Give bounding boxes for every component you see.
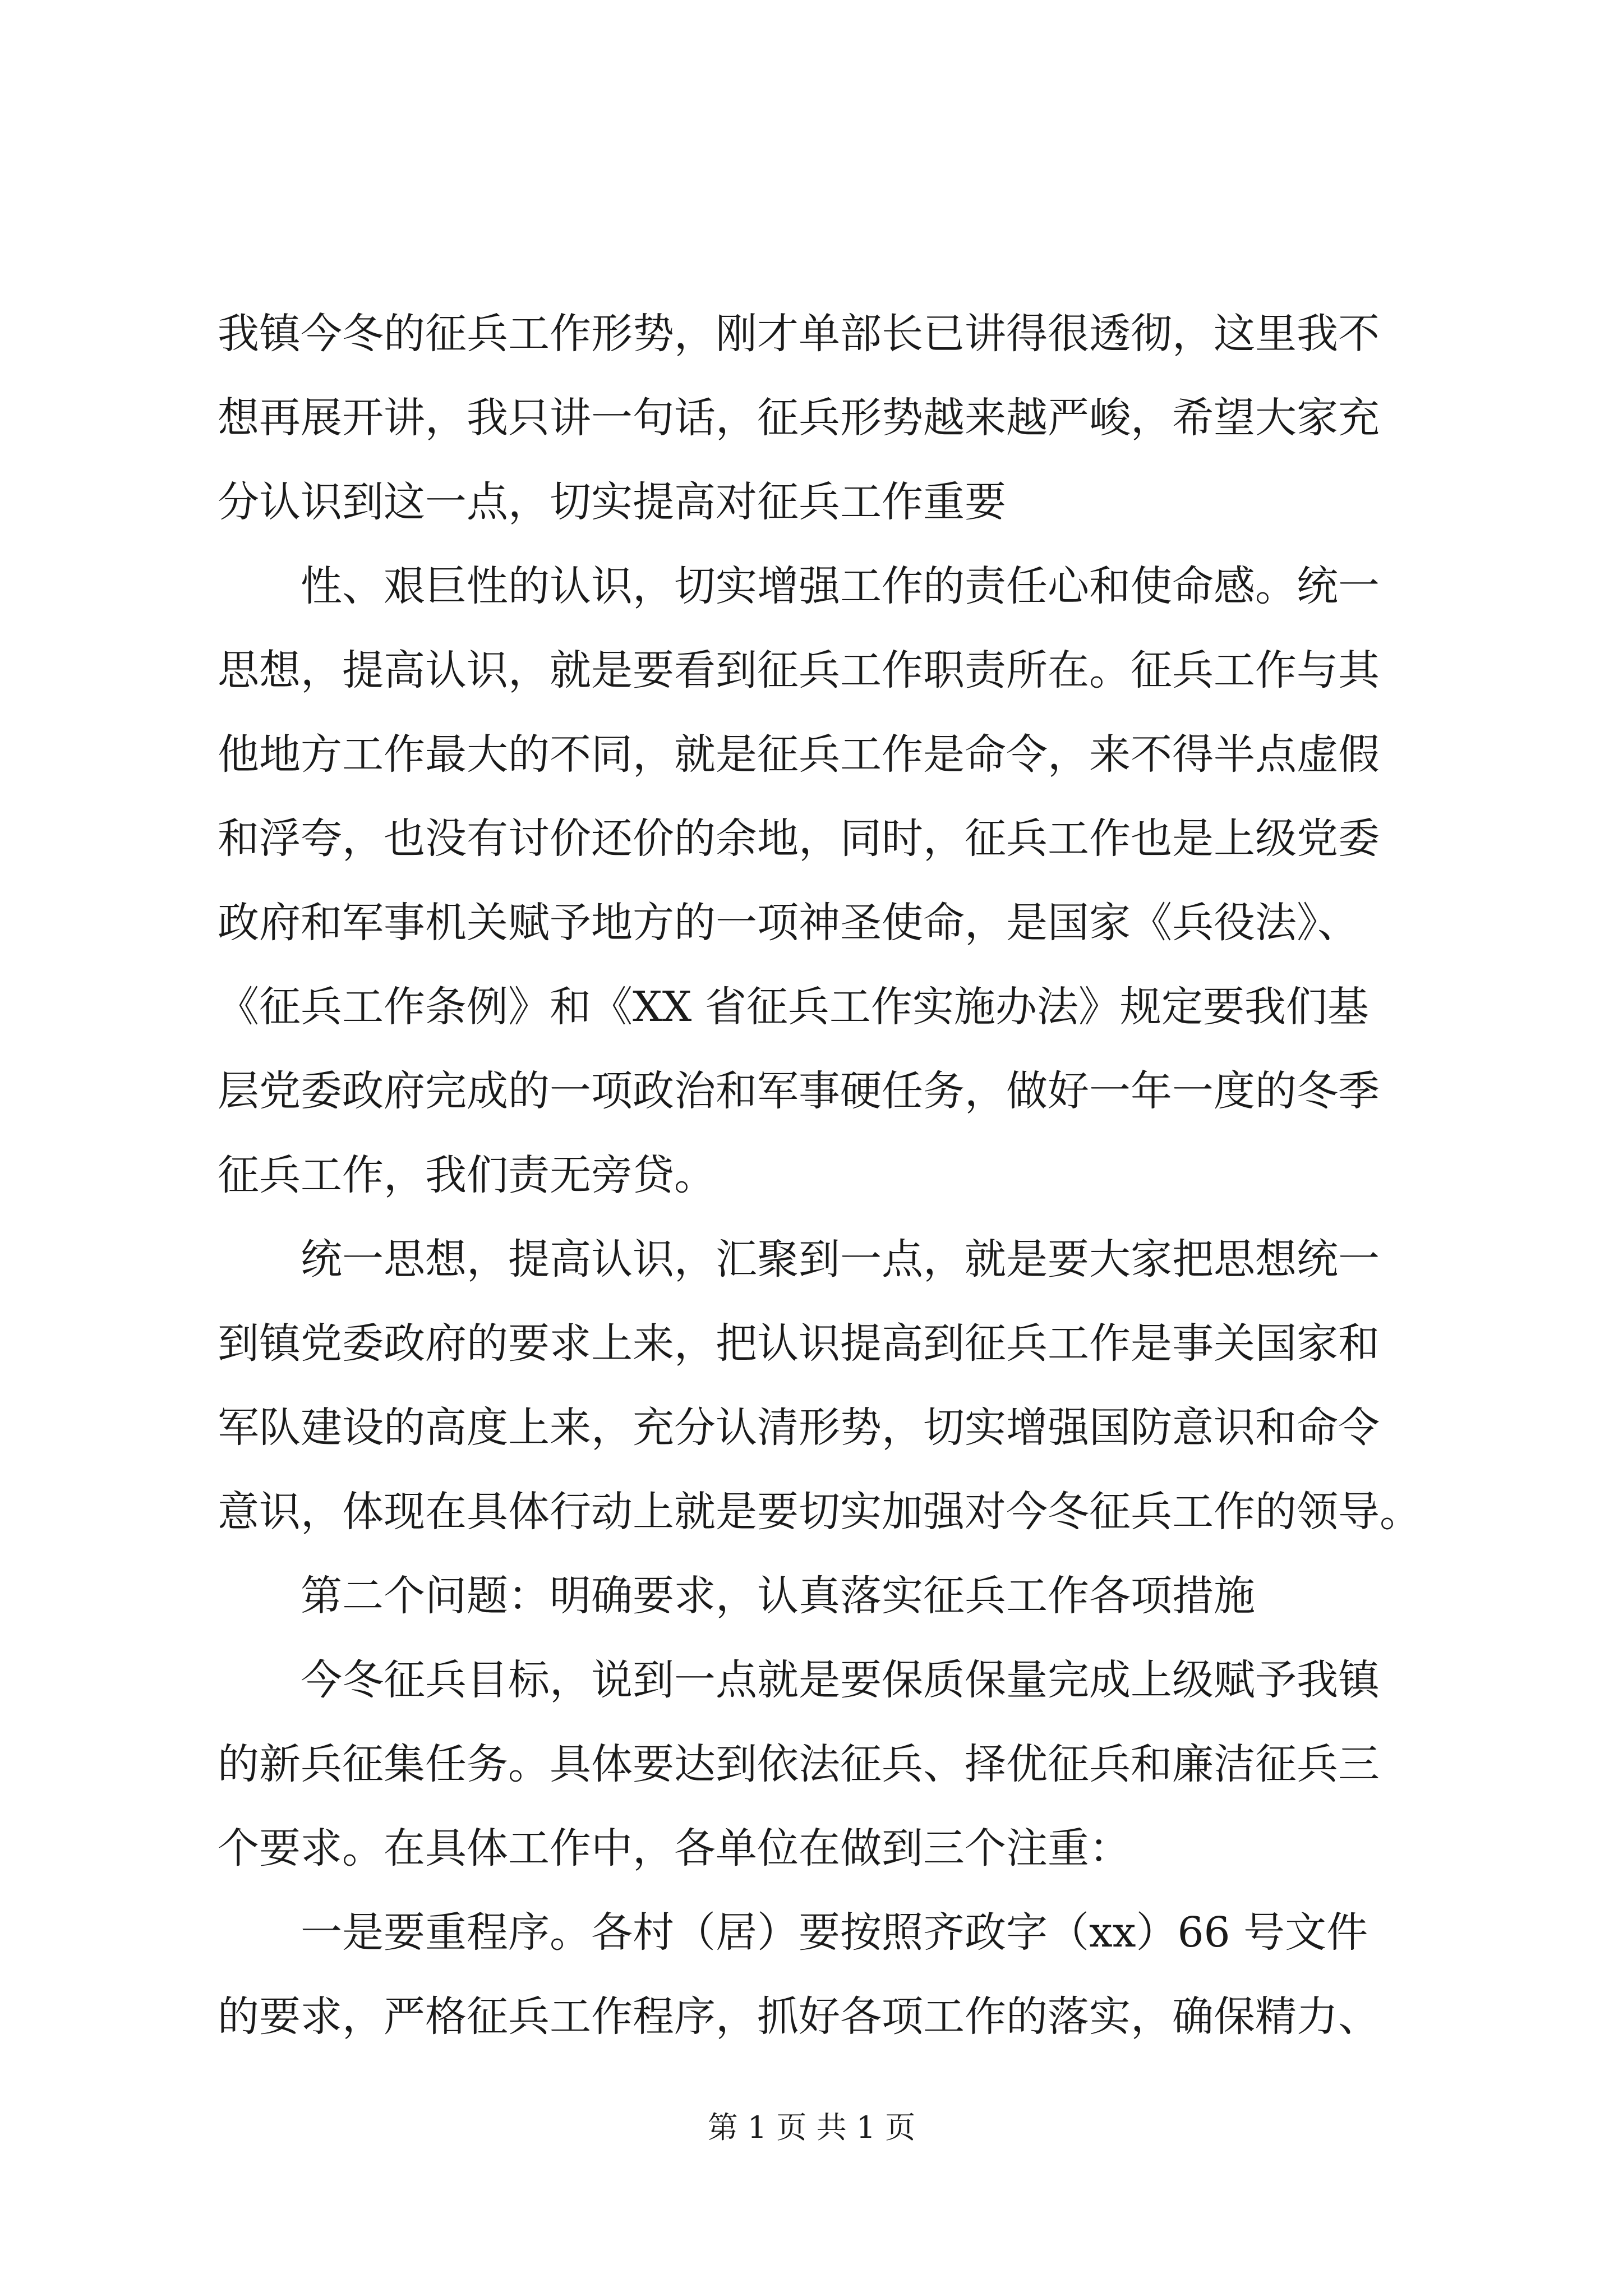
paragraph-5 bbox=[218, 1638, 1418, 1890]
paragraph-6 bbox=[218, 1890, 1418, 2059]
paragraph-2 bbox=[218, 544, 1418, 1217]
text-line: 第二个问题：明确要求，认真落实征兵工作各项措施 bbox=[218, 1572, 1255, 1620]
text-line: 个要求。在具体工作中，各单位在做到三个注重： bbox=[218, 1824, 1131, 1872]
text-line: 征兵工作，我们责无旁贷。 bbox=[218, 1151, 716, 1199]
text-line: 和浮夸，也没有讨价还价的余地，同时，征兵工作也是上级党委 bbox=[218, 815, 1380, 863]
text-line: 分认识到这一点，切实提高对征兵工作重要 bbox=[218, 478, 1006, 526]
text-line: 今冬征兵目标，说到一点就是要保质保量完成上级赋予我镇 bbox=[218, 1656, 1380, 1704]
page-number-footer: 第 1 页 共 1 页 bbox=[707, 2110, 916, 2145]
text-line: 他地方工作最大的不同，就是征兵工作是命令，来不得半点虚假 bbox=[218, 730, 1380, 779]
text-line: 想再展开讲，我只讲一句话，征兵形势越来越严峻，希望大家充 bbox=[218, 394, 1380, 442]
text-line: 到镇党委政府的要求上来，把认识提高到征兵工作是事关国家和 bbox=[218, 1319, 1380, 1368]
text-line: 的新兵征集任务。具体要达到依法征兵、择优征兵和廉洁征兵三 bbox=[218, 1740, 1380, 1788]
paragraph-1 bbox=[218, 292, 1418, 544]
text-line: 层党委政府完成的一项政治和军事硬任务，做好一年一度的冬季 bbox=[218, 1067, 1380, 1115]
text-line: 意识，体现在具体行动上就是要切实加强对今冬征兵工作的领导。 bbox=[218, 1488, 1421, 1536]
text-line: 军队建设的高度上来，充分认清形势，切实增强国防意识和命令 bbox=[218, 1404, 1380, 1452]
text-line: 性、艰巨性的认识，切实增强工作的责任心和使命感。统一 bbox=[218, 562, 1380, 610]
text-line: 的要求，严格征兵工作程序，抓好各项工作的落实，确保精力、 bbox=[218, 1993, 1380, 2041]
text-line: 一是要重程序。各村（居）要按照齐政字（xx）66 号文件 bbox=[218, 1908, 1368, 1957]
section-heading bbox=[218, 1554, 1418, 1638]
text-line: 《征兵工作条例》和《XX 省征兵工作实施办法》规定要我们基 bbox=[218, 983, 1369, 1031]
paragraph-3 bbox=[218, 1217, 1421, 1554]
text-line: 统一思想，提高认识，汇聚到一点，就是要大家把思想统一 bbox=[218, 1235, 1380, 1283]
text-line: 思想，提高认识，就是要看到征兵工作职责所在。征兵工作与其 bbox=[218, 646, 1380, 694]
text-line: 政府和军事机关赋予地方的一项神圣使命，是国家《兵役法》、 bbox=[218, 899, 1359, 947]
document-body bbox=[218, 292, 1421, 2059]
text-line: 我镇今冬的征兵工作形势，刚才单部长已讲得很透彻，这里我不 bbox=[218, 310, 1380, 358]
